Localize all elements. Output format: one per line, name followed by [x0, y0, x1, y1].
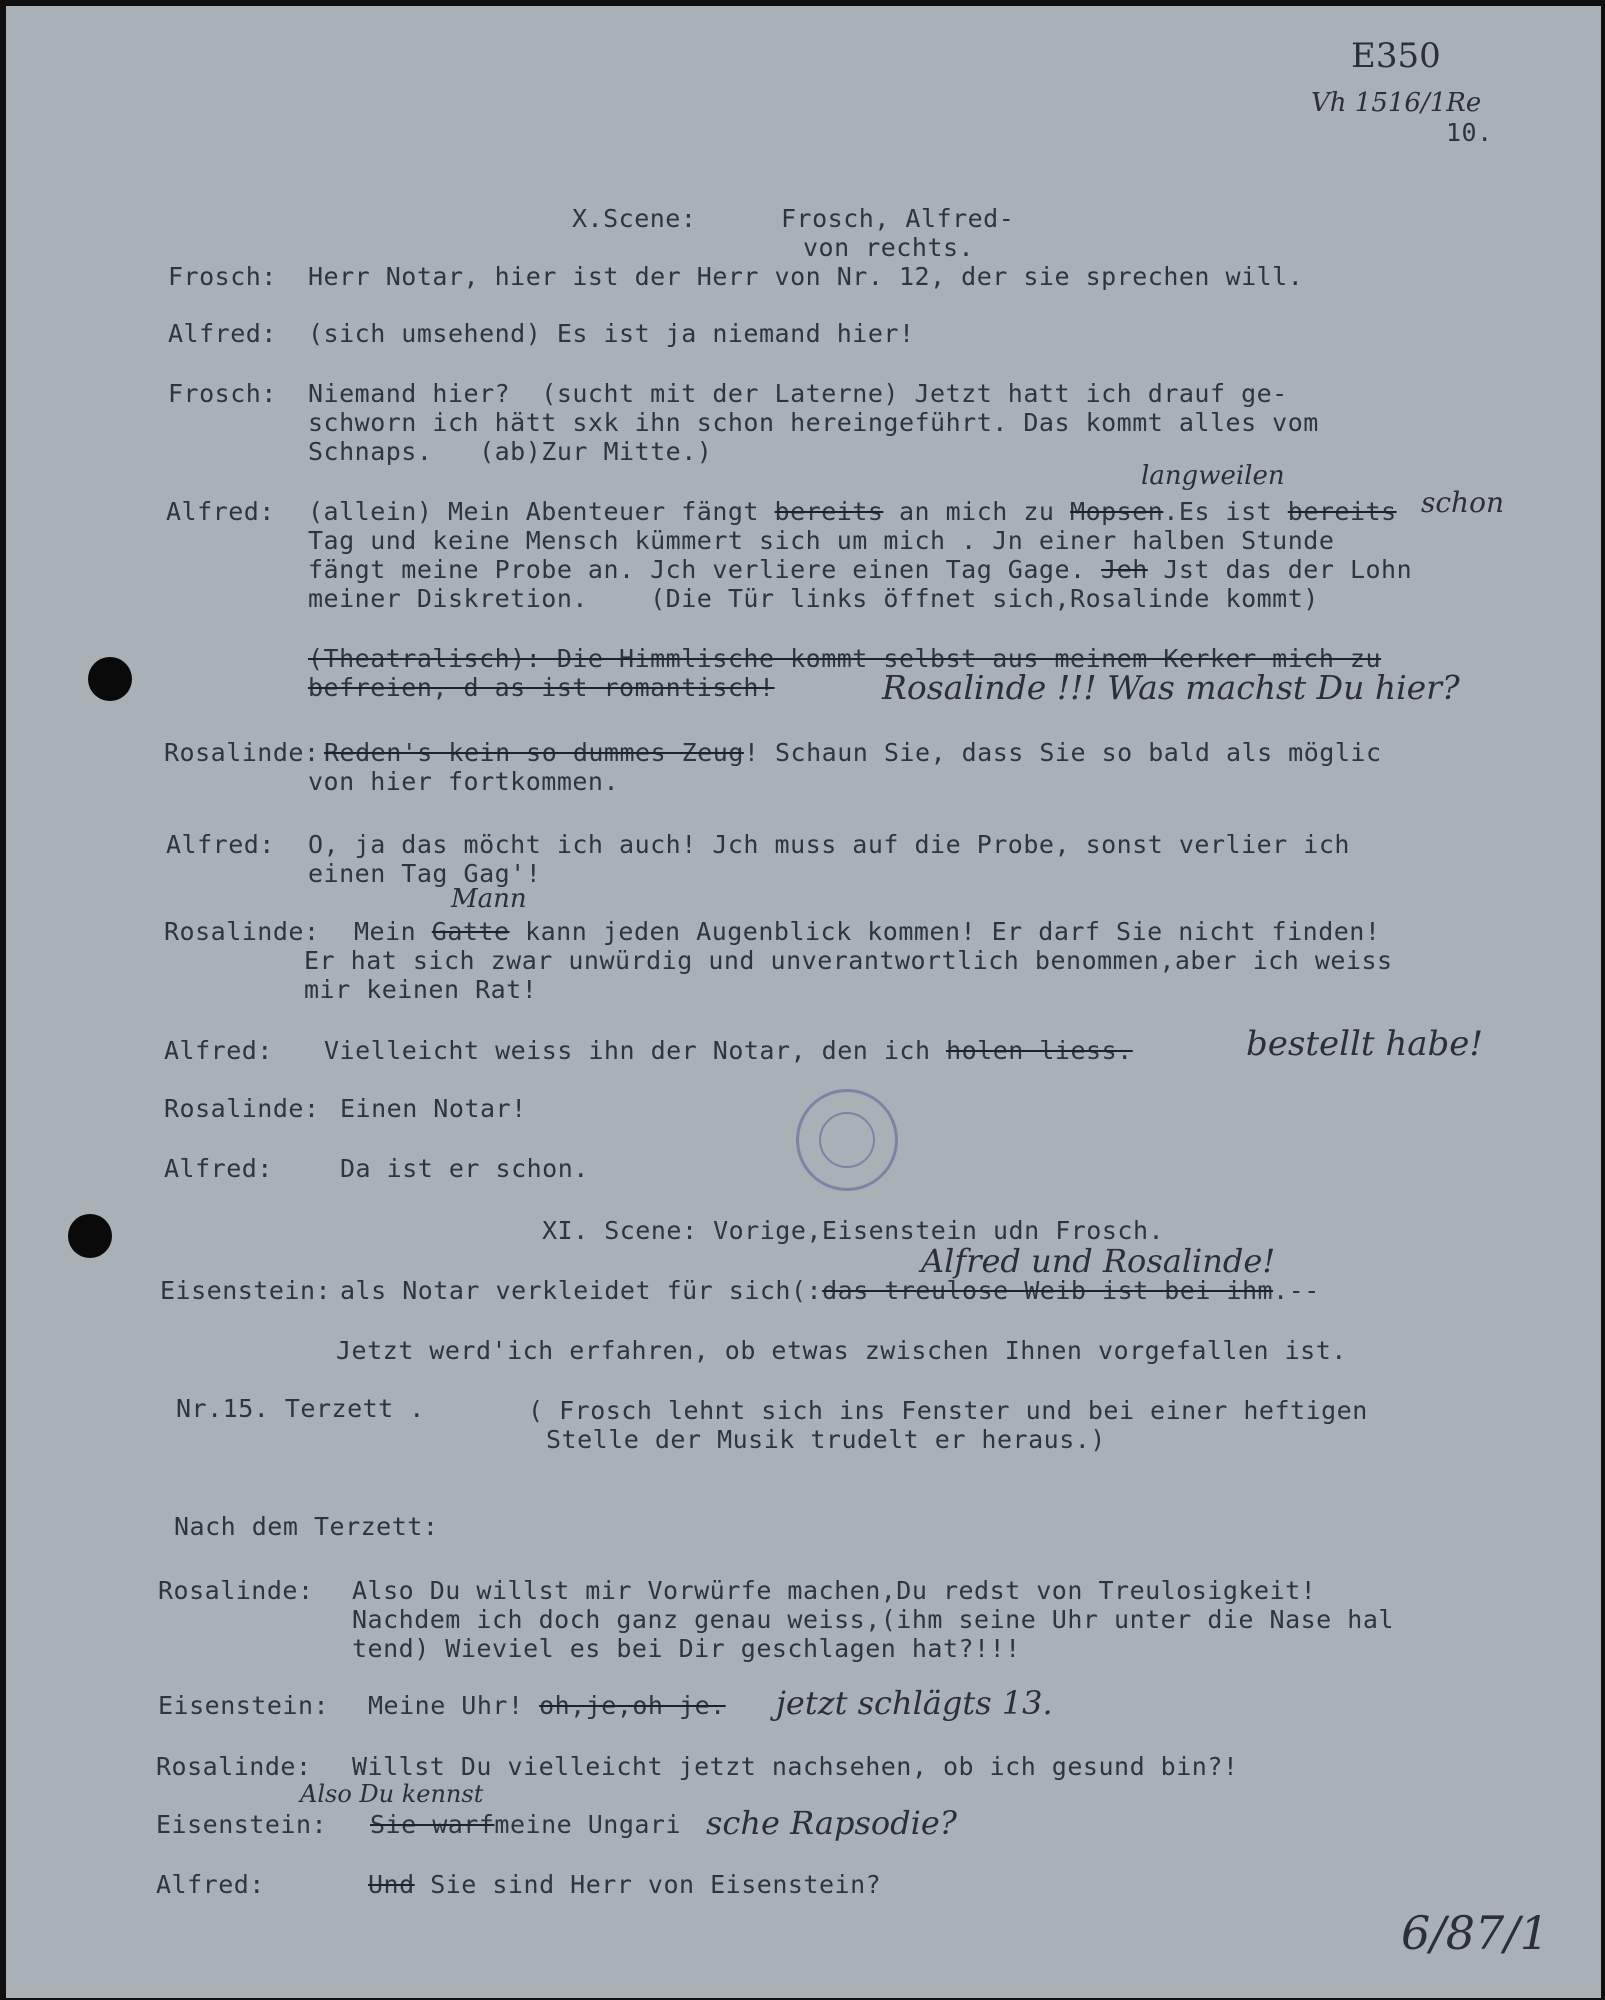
dialogue-line: Tag und keine Mensch kümmert sich um mich . Jn einer halben Stunde — [308, 526, 1335, 555]
dialogue-line: mir keinen Rat! — [304, 975, 538, 1004]
dialogue-line: Vielleicht weiss ihn der Notar, den ich holen liess. — [324, 1036, 1133, 1065]
dialogue-line: fängt meine Probe an. Jch verliere einen Tag Gage. Jeh Jst das der Lohn — [308, 555, 1413, 584]
dialogue-line: Meine Uhr! oh,je,oh je. — [368, 1691, 726, 1720]
speaker: Frosch: — [168, 379, 277, 408]
punch-hole-bottom — [68, 1214, 112, 1258]
speaker: Alfred: — [168, 319, 277, 348]
dialogue-line: Niemand hier? (sucht mit der Laterne) Jetzt hatt ich drauf ge- schworn ich hätt sxk ihn schon hereingeführt. Das kommt alles vom Schnaps. (ab)Zur Mitte.) — [308, 379, 1319, 466]
speaker: Rosalinde: — [156, 1752, 312, 1781]
speaker: Frosch: — [168, 262, 277, 291]
handwritten-insertion: Alfred und Rosalinde! — [921, 1242, 1276, 1280]
scene-characters-2: von rechts. — [803, 233, 975, 262]
punch-hole-top — [88, 657, 132, 701]
dialogue-line: Herr Notar, hier ist der Herr von Nr. 12, der sie sprechen will. — [308, 262, 1304, 291]
speaker: Rosalinde: — [158, 1576, 314, 1605]
speaker: Alfred: — [166, 497, 275, 526]
page-number: 10. — [1446, 118, 1493, 147]
dialogue-line: (allein) Mein Abenteuer fängt bereits an mich zu Mopsen.Es ist bereits — [308, 497, 1397, 526]
speaker: Alfred: — [156, 1870, 265, 1899]
archive-code: E350 — [1351, 36, 1441, 76]
speaker: Alfred: — [164, 1036, 273, 1065]
handwritten-correction: schon — [1421, 486, 1504, 519]
library-stamp — [796, 1089, 898, 1191]
dialogue-line: O, ja das möcht ich auch! Jch muss auf die Probe, sonst verlier ich einen Tag Gag'! — [308, 830, 1350, 888]
speaker: Eisenstein: — [158, 1691, 330, 1720]
handwritten-correction: langweilen — [1141, 461, 1285, 491]
handwritten-insertion: jetzt schlägts 13. — [776, 1684, 1053, 1722]
dialogue-line: (sich umsehend) Es ist ja niemand hier! — [308, 319, 915, 348]
speaker: Rosalinde: — [164, 738, 320, 767]
struck-passage: (Theatralisch): Die Himmlische kommt selbst aus meinem Kerker mich zu — [308, 644, 1382, 673]
speaker: Rosalinde: — [164, 1094, 320, 1123]
speaker: Rosalinde: — [164, 917, 320, 946]
section-label: Nach dem Terzett: — [174, 1512, 439, 1541]
dialogue-line: Da ist er schon. — [340, 1154, 589, 1183]
archive-signature: Vh 1516/1Re — [1311, 88, 1482, 118]
scene-heading: X.Scene: — [572, 204, 697, 233]
dialogue-line: Reden's kein so dummes Zeug! Schaun Sie, dass Sie so bald als möglic — [324, 738, 1382, 767]
dialogue-line: Also Du willst mir Vorwürfe machen,Du redst von Treulosigkeit! Nachdem ich doch ganz genau weiss,(ihm seine Uhr unter die Nase hal tend) Wieviel es bei Dir geschlagen hat?!!! — [352, 1576, 1394, 1663]
dialogue-line: Einen Notar! — [340, 1094, 527, 1123]
dialogue-line: von hier fortkommen. — [308, 767, 620, 796]
folio-number: 6/87/1 — [1401, 1906, 1550, 1960]
dialogue-line: Er hat sich zwar unwürdig und unverantwortlich benommen,aber ich weiss — [304, 946, 1393, 975]
scene-characters: Frosch, Alfred- — [781, 204, 1015, 233]
speaker: Alfred: — [164, 1154, 273, 1183]
dialogue-line: Jetzt werd'ich erfahren, ob etwas zwischen Ihnen vorgefallen ist. — [336, 1336, 1347, 1365]
scene-heading: XI. Scene: Vorige,Eisenstein udn Frosch. — [542, 1216, 1165, 1245]
stage-direction: ( Frosch lehnt sich ins Fenster und bei einer heftigen — [528, 1396, 1368, 1425]
handwritten-correction: Mann — [451, 884, 527, 914]
handwritten-insertion: bestellt habe! — [1246, 1024, 1484, 1064]
dialogue-line: als Notar verkleidet für sich(:das treulose Weib ist bei ihm.-- — [340, 1276, 1320, 1305]
handwritten-insertion: Also Du kennst — [300, 1780, 484, 1808]
speaker: Alfred: — [166, 830, 275, 859]
music-number: Nr.15. Terzett . — [176, 1394, 425, 1423]
handwritten-insertion: sche Rapsodie? — [706, 1804, 957, 1842]
document-page — [6, 6, 1601, 1998]
handwritten-insertion: Rosalinde !!! Was machst Du hier? — [882, 668, 1460, 707]
dialogue-line: meiner Diskretion. (Die Tür links öffnet sich,Rosalinde kommt) — [308, 584, 1319, 613]
struck-passage: befreien, d as ist romantisch! — [308, 673, 775, 702]
speaker: Eisenstein: — [160, 1276, 332, 1305]
dialogue-line: Und Sie sind Herr von Eisenstein? — [368, 1870, 882, 1899]
stage-direction: Stelle der Musik trudelt er heraus.) — [546, 1425, 1106, 1454]
dialogue-line: Willst Du vielleicht jetzt nachsehen, ob ich gesund bin?! — [352, 1752, 1239, 1781]
dialogue-line: Mein Gatte kann jeden Augenblick kommen! Er darf Sie nicht finden! — [354, 917, 1381, 946]
dialogue-line: Sie warfmeine Ungari — [370, 1810, 682, 1839]
speaker: Eisenstein: — [156, 1810, 328, 1839]
